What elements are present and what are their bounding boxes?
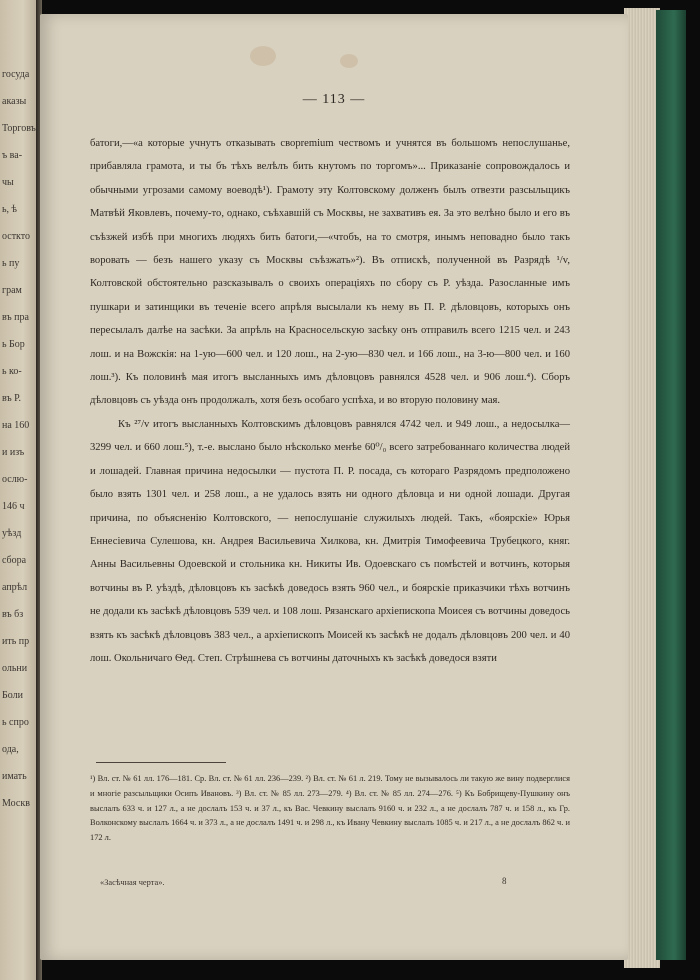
left-page-fragment: аказы <box>2 96 27 107</box>
left-page-fragment: сбора <box>2 555 27 566</box>
left-page-fragment: въ пра <box>2 312 29 323</box>
signature-mark: «Засѣчная черта». <box>100 878 165 887</box>
left-page-fragment: ъ ва- <box>2 150 23 161</box>
book-page <box>40 14 628 960</box>
left-page-fragment: ь ко- <box>2 366 22 377</box>
left-page-fragment: ь пу <box>2 258 20 269</box>
left-page-fragment: и изъ <box>2 447 25 458</box>
footnote-rule <box>96 762 226 763</box>
left-page-fragment: Боли <box>2 690 23 701</box>
signature-number: 8 <box>502 876 507 886</box>
left-page-fragment: Москв <box>2 798 30 809</box>
left-page-fragment: Торговъ <box>2 123 36 134</box>
left-page-fragment: ь спро <box>2 717 29 728</box>
left-page-fragment: въ бз <box>2 609 24 620</box>
footnotes <box>90 772 570 846</box>
left-page-fragment: грам <box>2 285 22 296</box>
left-page-fragment: ь Бор <box>2 339 25 350</box>
body-text <box>90 132 570 670</box>
body-paragraph: батоги,—«а которые учнутъ отказывать своpremium чествомъ и учнятся въ большомъ непослушанье, прибавляла грамота, и ты бъ тѣхъ велѣлъ бить кнутомъ по торгомъ»... Приказаніе сопровождалось и обычными угрозами самому воеводѣ¹). Грамоту эту Колтовскому долженъ былъ отвезти разсыльщикъ Матвѣй Яковлевъ, почему-то, однако, съѣхавшій съ Москвы, не захвативъ ея. За это велѣно было и его въ съѣзжей избѣ при многихъ людяхъ бить батоги,—«чтобъ, на то смотря, инымъ неповадно было такъ воровать — безъ нашего указу съ Москвы съѣзжать»²). Въ отпискѣ, полученной въ Разрядѣ ¹/v, Колтовской обстоятельно разсказывалъ о своихъ операціяхъ по сбору съ Р. уѣзда. Разосланные имъ пушкари и затинщики въ теченіе всего апрѣля высылали къ нему въ П. Р. дѣловцовъ, которыхъ онъ пересылалъ далѣе на засѣки. За апрѣль на Красносельскую засѣку онъ отправилъ всего 1215 чел. и 243 лош. и на Вожскія: на 1-ую—600 чел. и 120 лош., на 2-ую—830 чел. и 166 лош., на 3-ю—800 чел. и 160 лош.³). Къ половинѣ мая итогъ высланныхъ имъ дѣловцовъ равнялся 4528 чел. и 906 лош.⁴). Сборъ дѣловцовъ съ уѣзда онъ продолжалъ, хотя безъ особаго успѣха, и во вторую половину мая. <box>90 138 570 407</box>
left-page-fragment: ослю- <box>2 474 28 485</box>
left-page-fragment: уѣзд <box>2 528 22 539</box>
left-page-fragment: 146 ч <box>2 501 25 512</box>
left-page-fragment: госуда <box>2 69 30 80</box>
left-page-edge <box>0 0 38 980</box>
body-paragraph: Къ ²⁷/v итогъ высланныхъ Колтовскимъ дѣловцовъ равнялся 4742 чел. и 949 лош., а недосылка—3299 чел. и 660 лош.⁵), т.-е. выслано было нѣсколько менѣе 60⁰/₀ всего затребованнаго количества людей и лошадей. Главная причина недосылки — пустота П. Р. посада, съ котораго Разрядомъ предположено было взять 1301 чел. и 258 лош., а не удалось взять ни одного дѣловца и ни одной лошади. Другая причина, по объясненію Колтовского, — непослушаніе служилыхъ людей. Такъ, «боярскіе» Юрья Еннесіевича Сулешова, кн. Андрея Васильевича Хилкова, кн. Дмитрія Тимофеевича Трубецкого, княг. Анны Васильевны Одоевской и стольника кн. Никиты Ив. Одоевскаго съ помѣстей и вотчинъ, которыя вотчины въ Р. уѣздѣ, дѣловцовъ къ засѣкѣ доведось взять 960 чел., и боярскіе приказчики тѣхъ вотчинъ не додали къ засѣкѣ дѣловцовъ 539 чел. и 108 лош. Рязанскаго архіепископа Моисея съ вотчины доведось взять къ засѣкѣ дѣловцовъ 383 чел., а архіепископъ Моисей къ засѣкѣ не додалъ дѣловцовъ 200 чел. и 40 лош. Окольничаго Ѳед. Степ. Стрѣшнева съ вотчины даточныхъ къ засѣкѣ доведося взяти <box>90 418 570 664</box>
left-page-fragment: имать <box>2 771 27 782</box>
left-page-fragment: ить пр <box>2 636 30 647</box>
left-page-fragment: ь, ѣ <box>2 204 17 215</box>
left-page-fragment: апрѣл <box>2 582 28 593</box>
left-page-fragment: ода, <box>2 744 19 755</box>
foxing-spot <box>250 46 276 66</box>
left-page-fragment: въ Р. <box>2 393 21 404</box>
left-page-fragment: чы <box>2 177 14 188</box>
book-cover-edge <box>656 10 686 960</box>
page-number: — 113 — <box>302 92 366 107</box>
page-block-edges <box>624 8 660 968</box>
foxing-spot <box>340 54 358 68</box>
left-page-fragment: ольни <box>2 663 28 674</box>
footnote-text: ¹) Вл. ст. № 61 лл. 176—181. Ср. Вл. ст. № 61 лл. 236—239. ²) Вл. ст. № 61 л. 219. Тому не вызывалось ли такую же вину подверглися и многіе разсыльщики Осипъ Ивановъ. ³) Вл. ст. № 85 лл. 273—279. ⁴) Вл. ст. № 85 лл. 274—276. ⁵) Къ Бобрищеву-Пушкину онъ выслалъ 633 ч. и 127 л., а не дослалъ 153 ч. и 37 л., къ Вас. Чевкину выслалъ 9160 ч. и 232 л., а не дослалъ 787 ч. и 158 л., къ Гр. Волконскому выслалъ 1664 ч. и 373 л., а не дослалъ 1491 ч. и 298 л., къ Ивану Чевкину выслалъ 1085 ч. и 217 л., а не дослалъ 862 ч. и 172 л. <box>90 774 570 843</box>
left-page-fragment: осткто <box>2 231 31 242</box>
left-page-fragment: на 160 <box>2 420 30 431</box>
